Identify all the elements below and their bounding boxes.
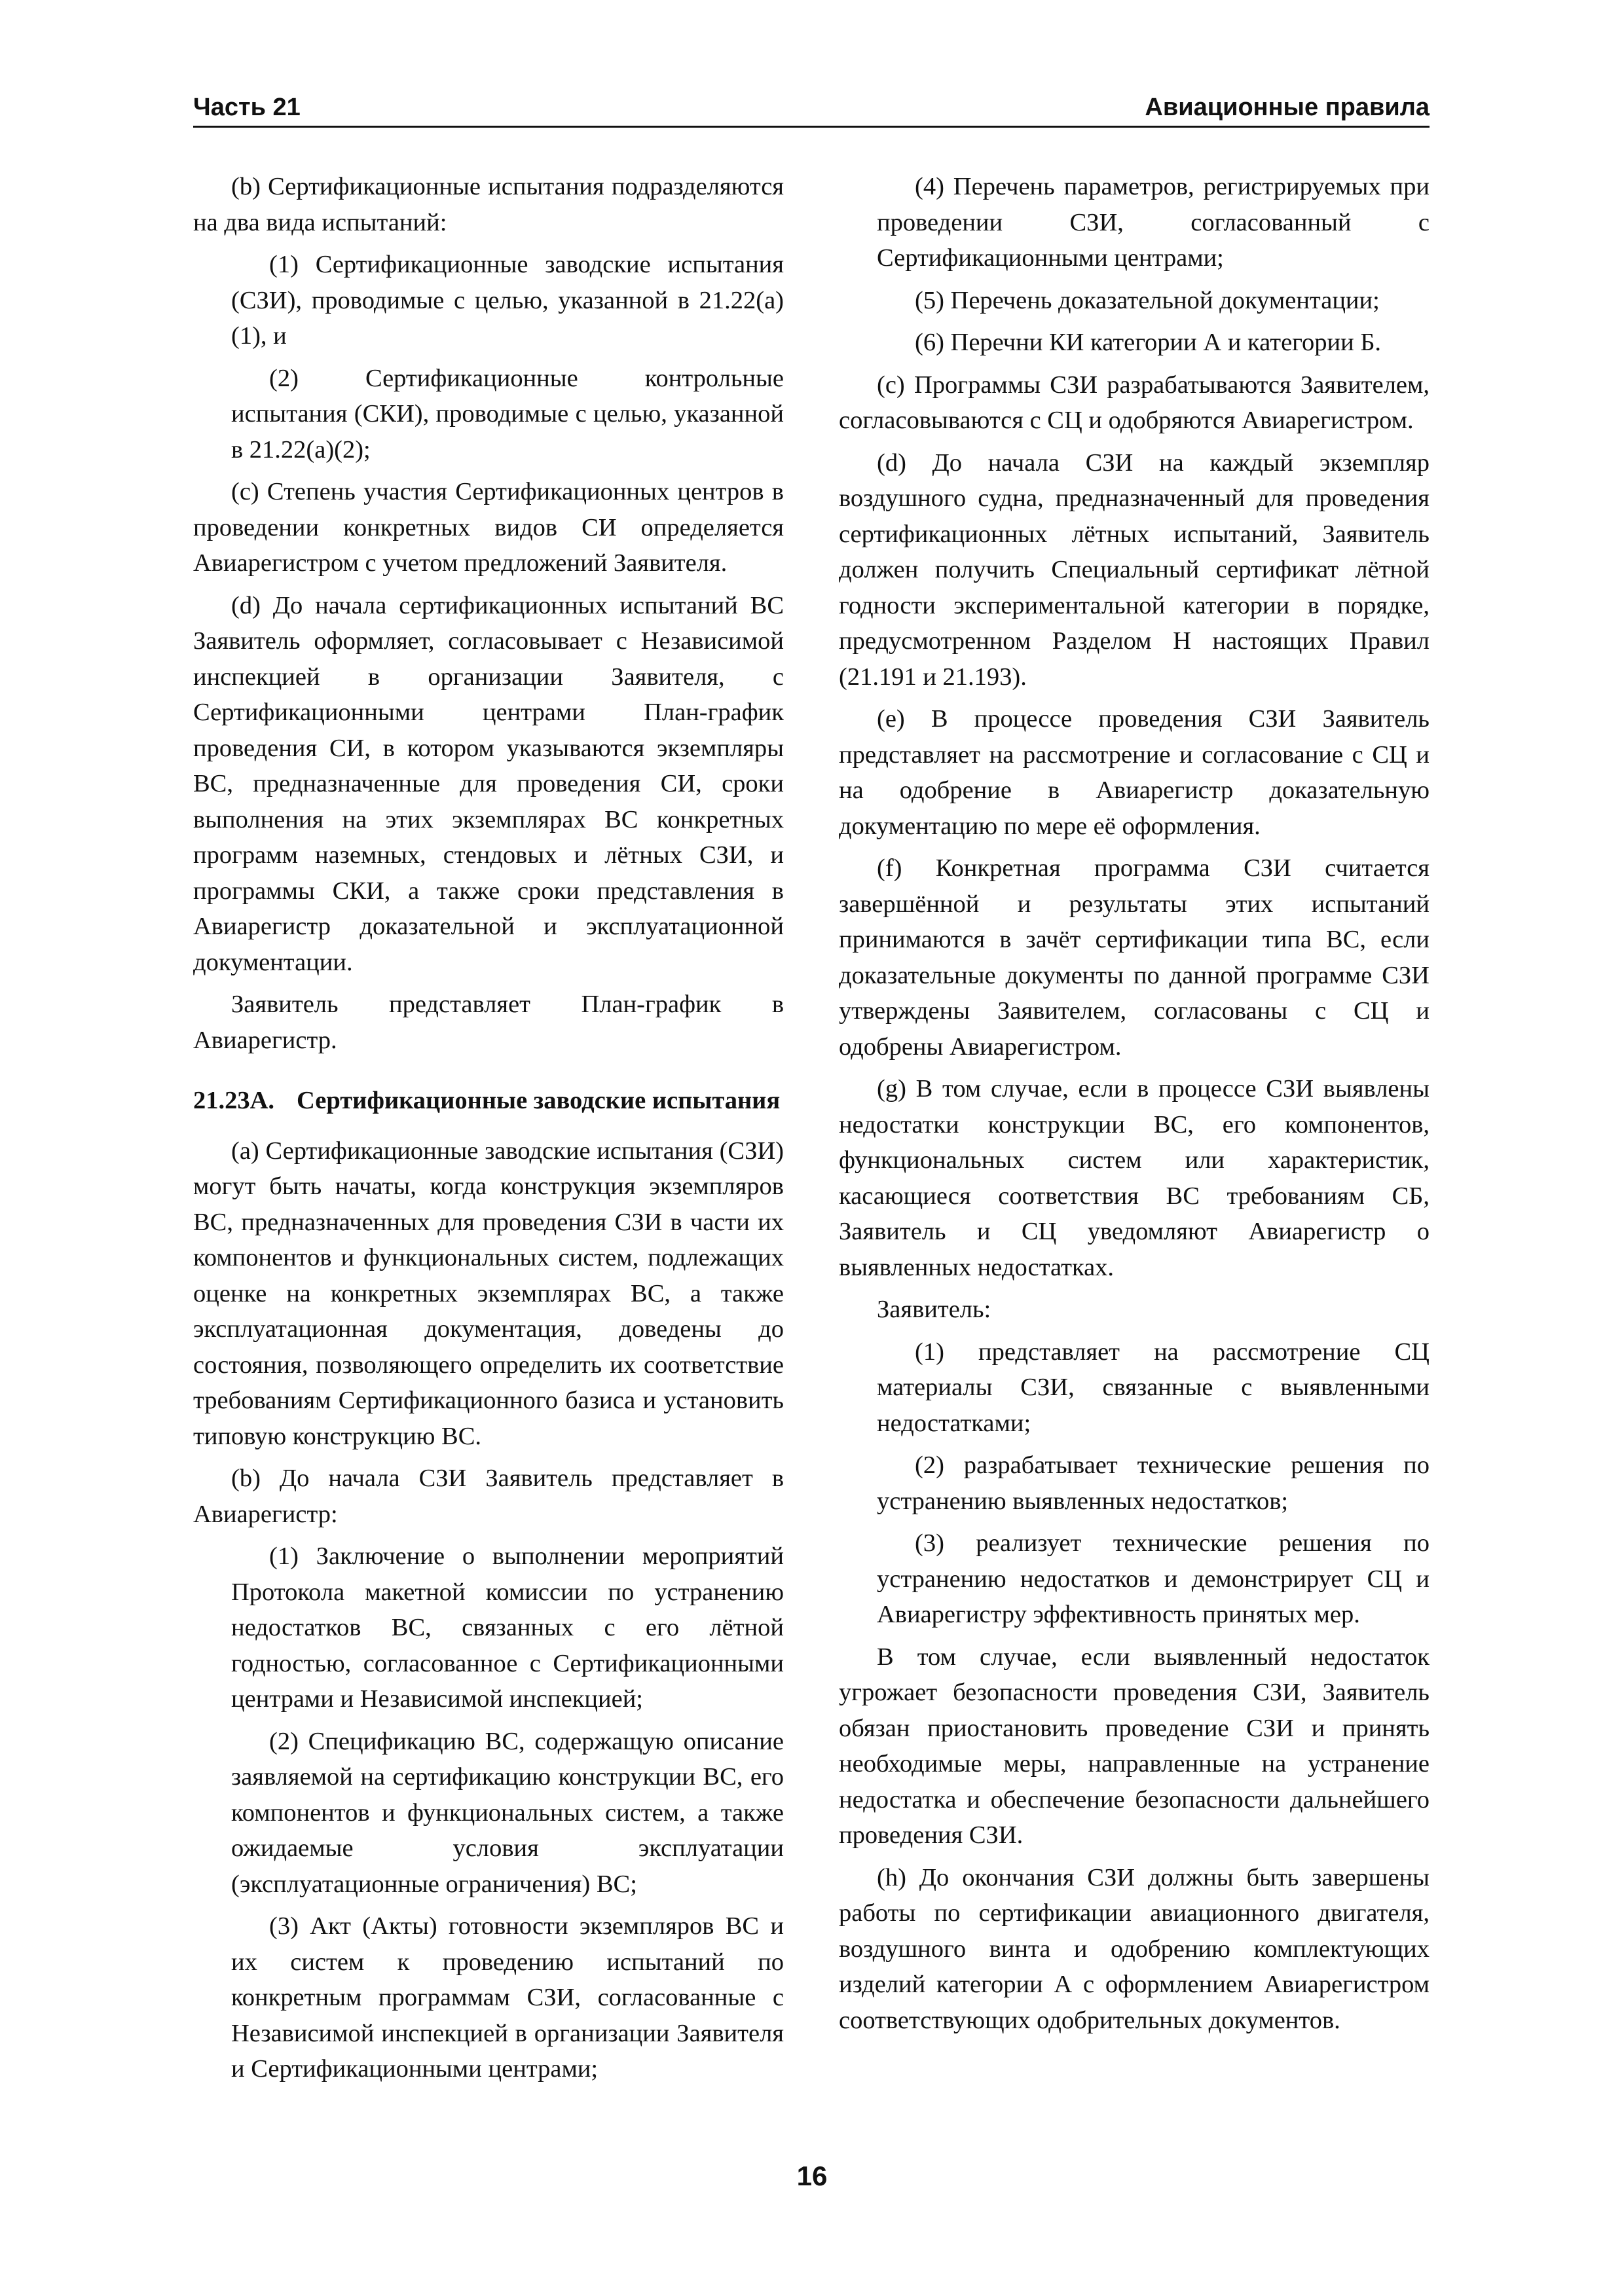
paragraph: (d) До начала СЗИ на каждый экземпляр воздушного судна, предназначенный для проведения сертификационных лётных испытаний, Заявитель должен получить Специальный сертификат лётной годности экспериментальной категории в порядке, предусмотренном Разделом Н настоящих Правил (21.191 и 21.193). [839, 448, 1430, 691]
header-rule [193, 126, 1430, 128]
paragraph: (c) Степень участия Сертификационных центров в проведении конкретных видов СИ определяется Авиарегистром с учетом предложений Заявителя. [193, 478, 784, 577]
sub-paragraph: (3) реализует технические решения по устранению недостатков и демонстрирует СЦ и Авиарегистру эффективность принятых мер. [877, 1529, 1430, 1628]
section-title: Сертификационные заводские испытания [297, 1087, 781, 1114]
sub-paragraph: (3) Акт (Акты) готовности экземпляров ВС и их систем к проведению испытаний по конкретным программам СЗИ, согласованные с Независимой инспекцией в организации Заявителя и Сертификационными центрами; [231, 1912, 784, 2083]
paragraph: (b) До начала СЗИ Заявитель представляет в Авиарегистр: [193, 1465, 784, 1528]
sub-paragraph: (1) Сертификационные заводские испытания (СЗИ), проводимые с целью, указанной в 21.22(a)(1), и [231, 251, 784, 350]
paragraph: (a) Сертификационные заводские испытания (СЗИ) могут быть начаты, когда конструкция экземпляров ВС, предназначенных для проведения СЗИ в части их компонентов и функциональных систем, подлежащих оценке на конкретных экземплярах ВС, а также эксплуатационная документация, доведены до состояния, позволяющего определить их соответствие требованиям Сертификационного базиса и установить типовую конструкцию ВС. [193, 1137, 784, 1450]
paragraph: (e) В процессе проведения СЗИ Заявитель представляет на рассмотрение и согласование с СЦ и на одобрение в Авиарегистр доказательную документацию по мере её оформления. [839, 705, 1430, 840]
paragraph: (h) До окончания СЗИ должны быть завершены работы по сертификации авиационного двигателя, воздушного винта и одобрению комплектующих изделий категории А с оформлением Авиарегистром соответствующих одобрительных документов. [839, 1863, 1430, 2034]
page-number: 16 [796, 2160, 828, 2191]
sub-paragraph: (2) Сертификационные контрольные испытания (СКИ), проводимые с целью, указанной в 21.22(a)(2); [231, 364, 784, 464]
sub-paragraph: (1) представляет на рассмотрение СЦ материалы СЗИ, связанные с выявленными недостатками; [877, 1338, 1430, 1437]
paragraph: (f) Конкретная программа СЗИ считается завершённой и результаты этих испытаний принимаются в зачёт сертификации типа ВС, если доказательные документы по данной программе СЗИ утверждены Заявителем, согласованы с СЦ и одобрены Авиарегистром. [839, 854, 1430, 1061]
header-document-title: Авиационные правила [1145, 94, 1430, 121]
right-column [839, 169, 1430, 2045]
sub-paragraph: (6) Перечни КИ категории А и категории Б. [915, 329, 1382, 356]
header-part-label: Часть 21 [193, 94, 301, 121]
page-header [193, 90, 1430, 124]
sub-paragraph: (2) Спецификацию ВС, содержащую описание заявляемой на сертификацию конструкции ВС, его компонентов и функциональных систем, а также ожидаемые условия эксплуатации (эксплуатационные ограничения) ВС; [231, 1727, 784, 1898]
paragraph: (g) В том случае, если в процессе СЗИ выявлены недостатки конструкции ВС, его компонентов, функциональных систем или характеристик, касающиеся соответствия ВС требованиям СБ, Заявитель и СЦ уведомляют Авиарегистр о выявленных недостатках. [839, 1075, 1430, 1281]
section-number: 21.23А. [193, 1087, 275, 1114]
sub-paragraph: (2) разрабатывает технические решения по устранению выявленных недостатков; [877, 1451, 1430, 1515]
paragraph: (d) До начала сертификационных испытаний ВС Заявитель оформляет, согласовывает с Независимой инспекцией в организации Заявителя, с Сертификационными центрами План-график проведения СИ, в котором указываются экземпляры ВС, предназначенные для проведения СИ, сроки выполнения на этих экземплярах ВС конкретных программ наземных, стендовых и лётных СЗИ, и программы СКИ, а также сроки представления в Авиарегистр доказательной и эксплуатационной документации. [193, 591, 784, 976]
sub-paragraph: (4) Перечень параметров, регистрируемых при проведении СЗИ, согласованный с Сертификационными центрами; [877, 173, 1430, 272]
paragraph: Заявитель: [877, 1296, 991, 1323]
sub-paragraph: (1) Заключение о выполнении мероприятий Протокола макетной комиссии по устранению недостатков ВС, связанных с его лётной годностью, согласованное с Сертификационными центрами и Независимой инспекцией; [231, 1542, 784, 1713]
left-column [193, 169, 784, 2094]
sub-paragraph: (5) Перечень доказательной документации; [915, 286, 1380, 314]
paragraph: Заявитель представляет План-график в Авиарегистр. [193, 991, 784, 1054]
paragraph: В том случае, если выявленный недостаток угрожает безопасности проведения СЗИ, Заявитель обязан приостановить проведение СЗИ и принять необходимые меры, направленные на устранение недостатка и обеспечение безопасности дальнейшего проведения СЗИ. [839, 1643, 1430, 1849]
section-heading [193, 1083, 784, 1119]
paragraph: (c) Программы СЗИ разрабатываются Заявителем, согласовываются с СЦ и одобряются Авиарегистром. [839, 371, 1430, 434]
paragraph: (b) Сертификационные испытания подразделяются на два вида испытаний: [193, 173, 784, 236]
